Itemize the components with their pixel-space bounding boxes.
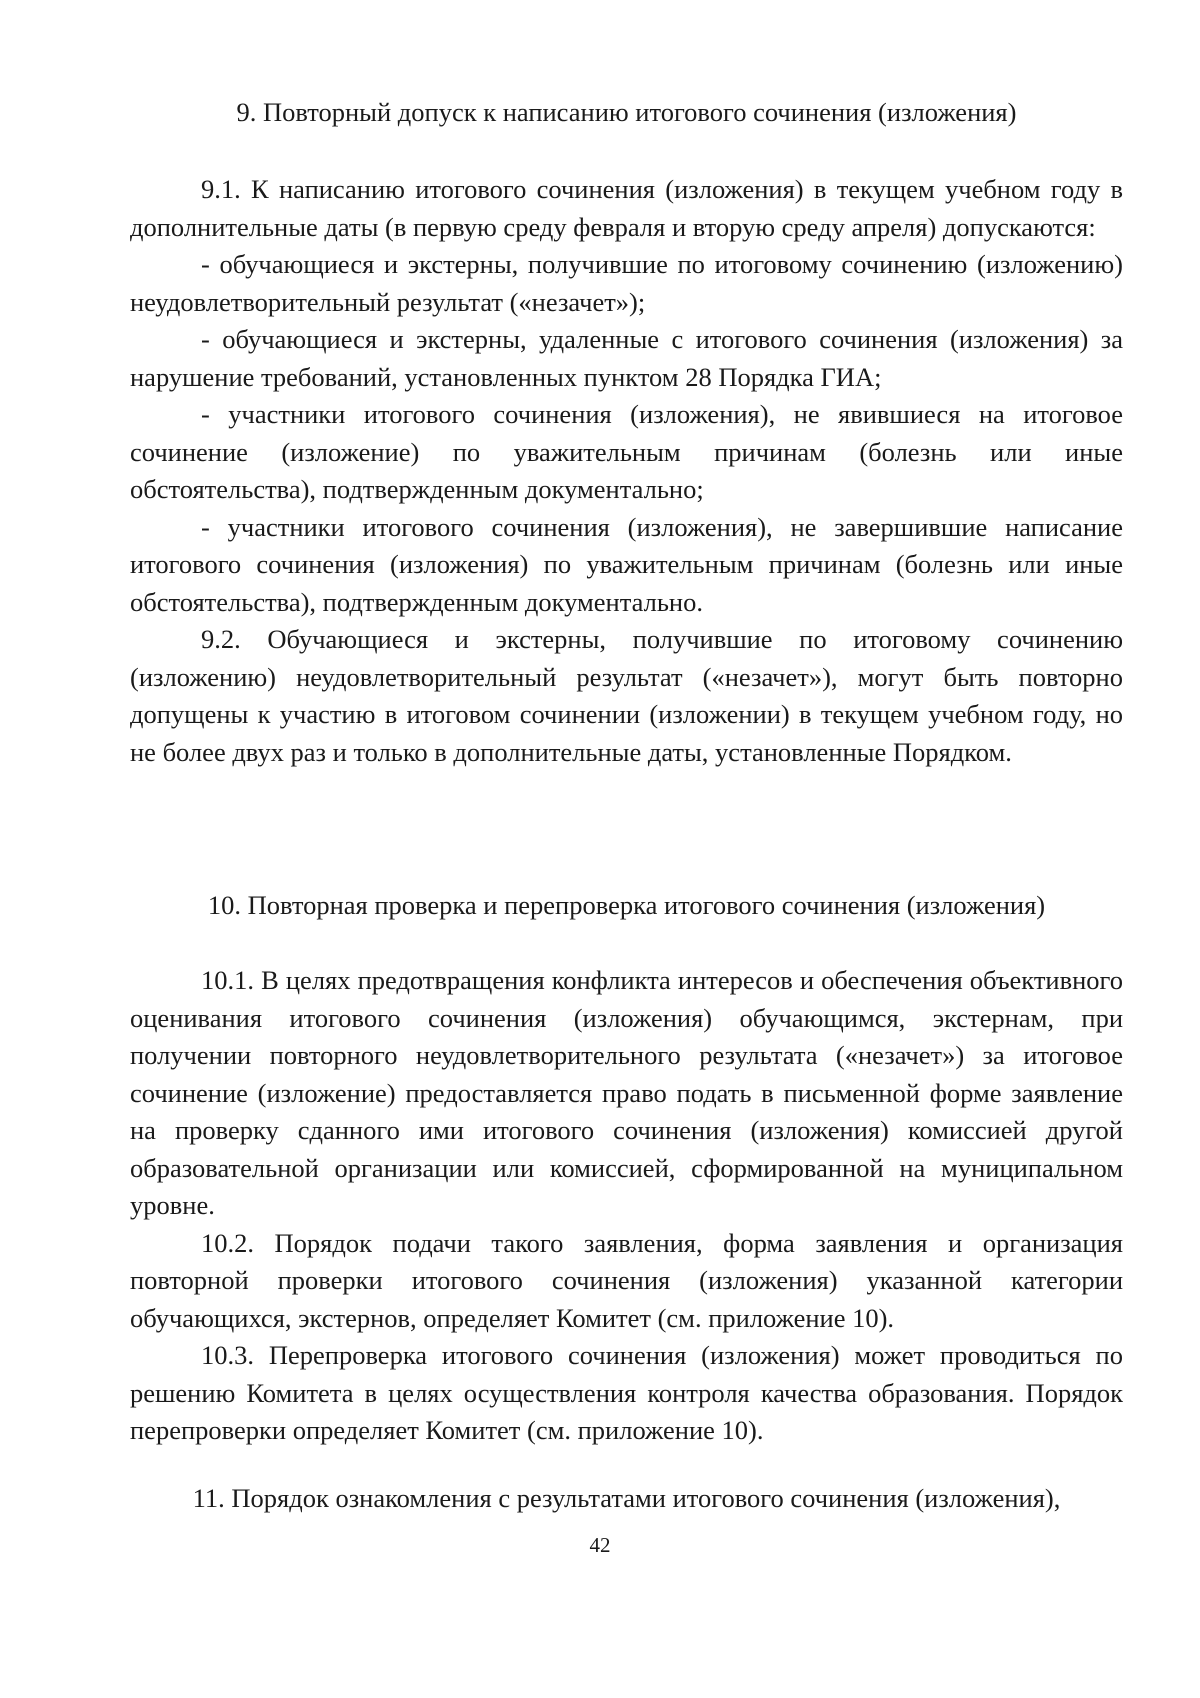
section-9-body [130, 171, 1123, 771]
section-9-heading: 9. Повторный допуск к написанию итогового сочинения (изложения) [236, 97, 1017, 127]
list-item: - участники итогового сочинения (изложения), не завершившие написание итогового сочинения (изложения) по уважительным причинам (болезнь или иные обстоятельства), подтвержденным документально. [130, 511, 1123, 617]
section-11-heading: 11. Порядок ознакомления с результатами итогового сочинения (изложения), [192, 1483, 1061, 1513]
paragraph-10-3: 10.3. Перепроверка итогового сочинения (изложения) может проводиться по решению Комитета в целях осуществления контроля качества образования. Порядок перепроверки определяет Комитет (см. приложение 10). [130, 1340, 1123, 1445]
paragraph-9-1: 9.1. К написанию итогового сочинения (изложения) в текущем учебном году в дополнительные даты (в первую среду февраля и вторую среду апреля) допускаются: [130, 174, 1123, 242]
paragraph-10-2: 10.2. Порядок подачи такого заявления, форма заявления и организация повторной проверки итогового сочинения (изложения) указанной категории обучающихся, экстернов, определяет Комитет (см. приложение 10). [130, 1227, 1123, 1333]
list-item: - обучающиеся и экстерны, удаленные с итогового сочинения (изложения) за нарушение требований, установленных пунктом 28 Порядка ГИА; [130, 324, 1123, 392]
section-9 [130, 94, 1123, 132]
section-10-heading: 10. Повторная проверка и перепроверка итогового сочинения (изложения) [207, 890, 1046, 920]
section-10 [130, 887, 1123, 925]
list-item: - участники итогового сочинения (изложения), не явившиеся на итоговое сочинение (изложение) по уважительным причинам (болезнь или иные обстоятельства), подтвержденным документально; [130, 399, 1123, 504]
page-number: 42 [589, 1533, 611, 1557]
section-11 [130, 1480, 1123, 1518]
paragraph-9-2: 9.2. Обучающиеся и экстерны, получившие по итоговому сочинению (изложению) неудовлетворительный результат («незачет»), могут быть повторно допущены к участию в итоговом сочинении (изложении) в текущем учебном году, но не более двух раз и только в дополнительные даты, установленные Порядком. [130, 624, 1123, 767]
paragraph-10-1: 10.1. В целях предотвращения конфликта интересов и обеспечения объективного оценивания итогового сочинения (изложения) обучающимся, экстернам, при получении повторного неудовлетворительного результата («незачет») за итоговое сочинение (изложение) предоставляется право подать в письменной форме заявление на проверку сданного ими итогового сочинения (изложения) комиссией другой образовательной организации или комиссией, сформированной на муниципальном уровне. [130, 965, 1123, 1220]
section-10-body [130, 962, 1123, 1450]
list-item: - обучающиеся и экстерны, получившие по итоговому сочинению (изложению) неудовлетворительный результат («незачет»); [130, 249, 1123, 317]
